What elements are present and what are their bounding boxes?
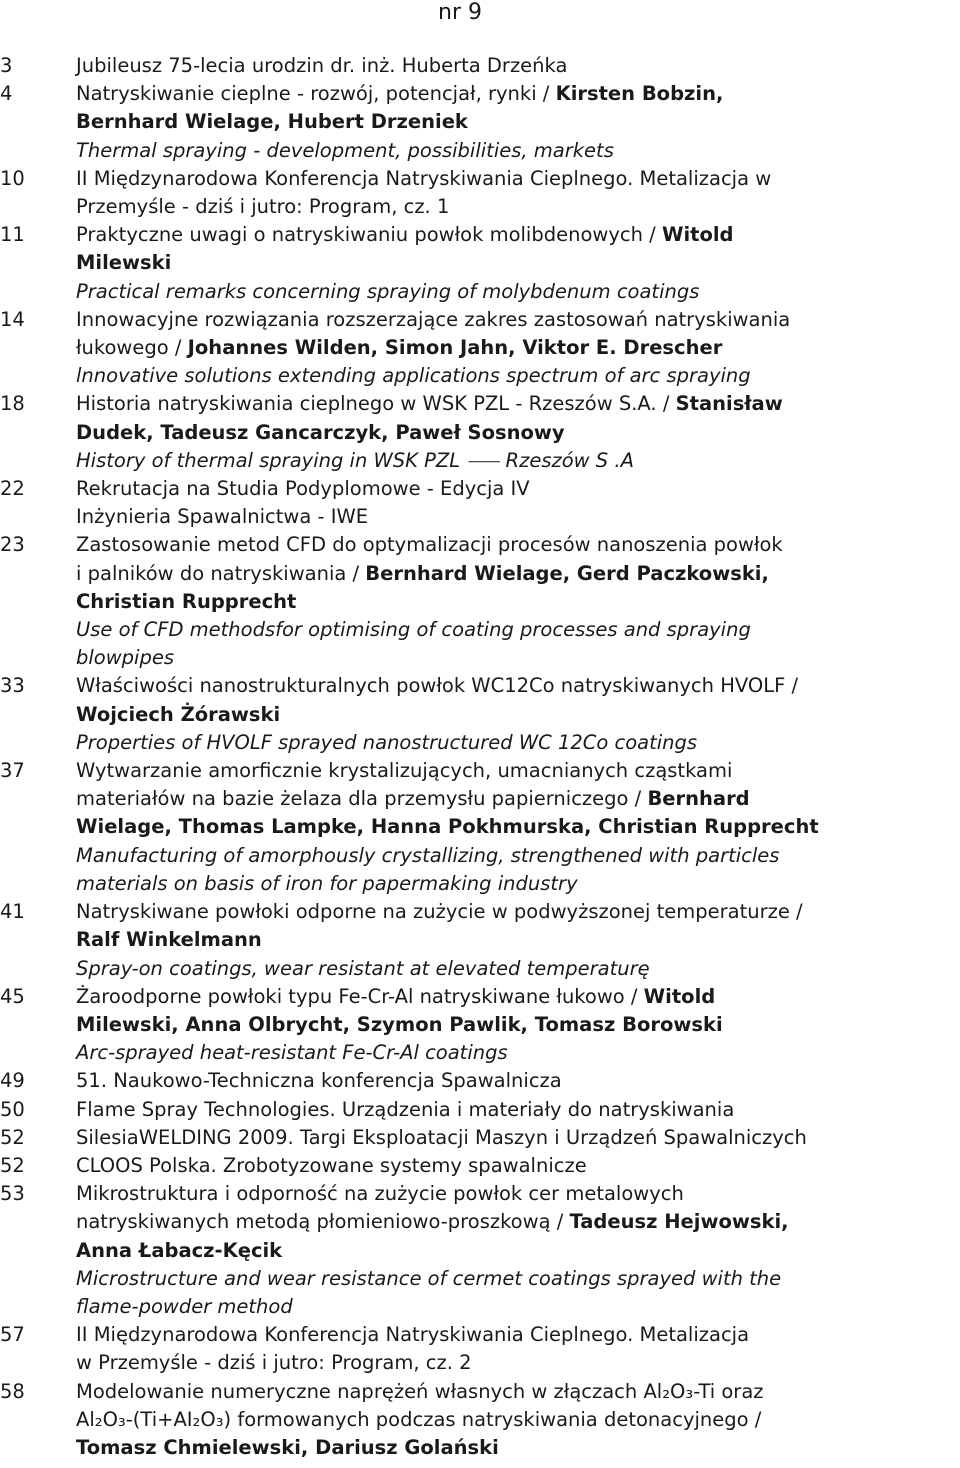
entry-text <box>76 390 960 475</box>
polish-title-line <box>76 503 960 531</box>
polish-title-line <box>76 898 960 926</box>
polish-title-line <box>76 1124 960 1152</box>
authors-text: Kirsten Bobzin, <box>555 82 724 106</box>
english-title-line: Spray-on coatings, wear resistant at elevated temperaturę <box>76 956 650 980</box>
polish-title-line <box>76 52 960 80</box>
title-text: łukowego / <box>76 336 188 360</box>
authors-text: Witold <box>643 984 716 1008</box>
polish-title-line <box>76 1237 960 1265</box>
polish-title-line <box>76 475 960 503</box>
page-number: 11 <box>0 223 25 247</box>
page-number: 49 <box>0 1069 25 1093</box>
authors-text: Wojciech Żórawski <box>76 702 281 726</box>
title-text: Innowacyjne rozwiązania rozszerzające zakres zastosowań natryskiwania <box>76 307 791 331</box>
toc-entry <box>0 1124 960 1152</box>
english-title-line: Properties of HVOLF sprayed nanostructured WC 12Co coatings <box>76 730 698 754</box>
toc-entry <box>0 306 960 391</box>
title-text: SilesiaWELDING 2009. Targi Eksploatacji Maszyn i Urządzeń Spawalniczych <box>76 1125 807 1149</box>
title-text: Żaroodporne powłoki typu Fe-Cr-Al natryskiwane łukowo / <box>76 984 644 1008</box>
authors-text: Christian Rupprecht <box>76 589 297 613</box>
polish-title-line <box>76 983 960 1011</box>
english-title-line: Microstructure and wear resistance of cermet coatings sprayed with the <box>76 1266 782 1290</box>
toc-entry <box>0 221 960 306</box>
english-title-line: Thermal spraying - development, possibilities, markets <box>76 138 614 162</box>
title-text: Historia natryskiwania cieplnego w WSK PZL - Rzeszów S.A. / <box>76 392 676 416</box>
page-number: 14 <box>0 307 25 331</box>
authors-text: Bernhard Wielage, Hubert Drzeniek <box>76 110 468 134</box>
toc-entry <box>0 52 960 80</box>
authors-text: Tomasz Chmielewski, Dariusz Golański <box>76 1435 499 1459</box>
toc-entry <box>0 757 960 898</box>
page-number: 22 <box>0 477 25 501</box>
title-text: Praktyczne uwagi o natryskiwaniu powłok molibdenowych / <box>76 223 662 247</box>
entry-text <box>76 983 960 1068</box>
issue-number: nr 9 <box>438 0 482 25</box>
polish-title-line <box>76 1349 960 1377</box>
page-number: 41 <box>0 900 25 924</box>
english-title-line: materials on basis of iron for papermaking industry <box>76 871 578 895</box>
polish-title-line <box>76 1011 960 1039</box>
title-text: Modelowanie numeryczne naprężeń własnych w złączach Al₂O₃-Ti oraz <box>76 1379 764 1403</box>
page-number: 53 <box>0 1182 25 1206</box>
title-text: Inżynieria Spawalnictwa - IWE <box>76 505 369 529</box>
entry-text <box>76 1124 960 1152</box>
toc-entry <box>0 672 960 757</box>
page-number: 52 <box>0 1125 25 1149</box>
entry-text <box>76 1152 960 1180</box>
toc-entry <box>0 390 960 475</box>
polish-title-line <box>76 1434 960 1462</box>
toc-entry <box>0 1067 960 1095</box>
title-text: w Przemyśle - dziś i jutro: Program, cz. 2 <box>76 1351 472 1375</box>
title-text: Natryskiwanie cieplne - rozwój, potencjał, rynki / <box>76 82 556 106</box>
toc-entry <box>0 531 960 672</box>
english-title-line: blowpipes <box>76 646 175 670</box>
authors-text: Anna Łabacz-Kęcik <box>76 1238 283 1262</box>
entry-text <box>76 165 960 221</box>
title-text: Właściwości nanostrukturalnych powłok WC12Co natryskiwanych HVOLF / <box>76 674 799 698</box>
title-text: materiałów na bazie żelaza dla przemysłu papierniczego / <box>76 787 648 811</box>
entry-text <box>76 1180 960 1321</box>
polish-title-line <box>76 757 960 785</box>
entry-text <box>76 757 960 898</box>
page-number: 18 <box>0 392 25 416</box>
polish-title-line <box>76 193 960 221</box>
title-text: Jubileusz 75-lecia urodzin dr. inż. Huberta Drzeńka <box>76 54 568 77</box>
entry-text <box>76 475 960 531</box>
polish-title-line <box>76 1208 960 1236</box>
authors-text: Milewski, Anna Olbrycht, Szymon Pawlik, Tomasz Borowski <box>76 1012 723 1036</box>
polish-title-line <box>76 334 960 362</box>
english-title-line: Manufacturing of amorphously crystallizing, strengthened with particles <box>76 843 780 867</box>
title-text: Wytwarzanie amorficznie krystalizujących, umacnianych cząstkami <box>76 759 733 783</box>
entry-text <box>76 672 960 757</box>
polish-title-line <box>76 588 960 616</box>
polish-title-line <box>76 672 960 700</box>
polish-title-line <box>76 165 960 193</box>
page-number: 45 <box>0 984 25 1008</box>
toc-entry <box>0 1180 960 1321</box>
polish-title-line <box>76 80 960 108</box>
toc-entry <box>0 475 960 531</box>
polish-title-line <box>76 1152 960 1180</box>
entry-text <box>76 1378 960 1463</box>
authors-text: Wielage, Thomas Lampke, Hanna Pokhmurska, Christian Rupprecht <box>76 815 819 839</box>
authors-text: Ralf Winkelmann <box>76 928 262 952</box>
authors-text: Johannes Wilden, Simon Jahn, Viktor E. Drescher <box>187 336 723 360</box>
authors-text: Bernhard <box>647 787 750 811</box>
toc-entry <box>0 898 960 983</box>
page-number: 10 <box>0 166 25 190</box>
title-text: natryskiwanych metodą płomieniowo-proszkową / <box>76 1210 570 1234</box>
page-number: 58 <box>0 1379 25 1403</box>
entry-text <box>76 52 960 80</box>
title-text: Przemyśle - dziś i jutro: Program, cz. 1 <box>76 195 450 219</box>
toc-entry <box>0 1321 960 1377</box>
authors-text: Tadeusz Hejwowski, <box>569 1210 789 1234</box>
polish-title-line <box>76 1067 960 1095</box>
english-title-line: Arc-sprayed heat-resistant Fe-Cr-Al coatings <box>76 1041 508 1065</box>
polish-title-line <box>76 390 960 418</box>
title-text: II Międzynarodowa Konferencja Natryskiwania Cieplnego. Metalizacja <box>76 1323 750 1347</box>
page-number: 23 <box>0 533 25 557</box>
page-number: 33 <box>0 674 25 698</box>
title-text: Natryskiwane powłoki odporne na zużycie w podwyższonej temperaturze / <box>76 900 803 924</box>
polish-title-line <box>76 1321 960 1349</box>
polish-title-line <box>76 306 960 334</box>
polish-title-line <box>76 785 960 813</box>
authors-text: Dudek, Tadeusz Gancarczyk, Paweł Sosnowy <box>76 420 565 444</box>
page-number: 57 <box>0 1323 25 1347</box>
polish-title-line <box>76 1406 960 1434</box>
polish-title-line <box>76 1378 960 1406</box>
title-text: Rekrutacja na Studia Podyplomowe - Edycja IV <box>76 477 530 501</box>
english-title-line: flame-powder method <box>76 1294 293 1318</box>
page-number: 3 <box>0 54 13 77</box>
polish-title-line <box>76 926 960 954</box>
entry-text <box>76 1321 960 1377</box>
authors-text: Stanisław <box>675 392 783 416</box>
english-title-line: History of thermal spraying in WSK PZL ⸺ Rzeszów S .A <box>76 448 634 472</box>
entry-text <box>76 898 960 983</box>
toc-entry <box>0 165 960 221</box>
polish-title-line <box>76 108 960 136</box>
page-number: 4 <box>0 82 13 106</box>
polish-title-line <box>76 560 960 588</box>
title-text: Al₂O₃-(Ti+AI₂O₃) formowanych podczas natryskiwania detonacyjnego / <box>76 1407 762 1431</box>
entry-text <box>76 306 960 391</box>
title-text: CLOOS Polska. Zrobotyzowane systemy spawalnicze <box>76 1153 587 1177</box>
entry-text <box>76 221 960 306</box>
title-text: Zastosowanie metod CFD do optymalizacji procesów nanoszenia powłok <box>76 533 783 557</box>
title-text: i palników do natryskiwania / <box>76 561 366 585</box>
title-text: II Międzynarodowa Konferencja Natryskiwania Cieplnego. Metalizacja w <box>76 166 772 190</box>
polish-title-line <box>76 1096 960 1124</box>
table-of-contents <box>0 52 960 1462</box>
entry-text <box>76 531 960 672</box>
toc-entry <box>0 1096 960 1124</box>
title-text: Mikrostruktura i odporność na zużycie powłok cer metalowych <box>76 1182 684 1206</box>
toc-entry <box>0 1152 960 1180</box>
toc-entry <box>0 1378 960 1463</box>
page-number: 52 <box>0 1153 25 1177</box>
toc-entry <box>0 983 960 1068</box>
entry-text <box>76 80 960 165</box>
entry-text <box>76 1096 960 1124</box>
polish-title-line <box>76 813 960 841</box>
page-number: 50 <box>0 1097 25 1121</box>
toc-entry <box>0 80 960 165</box>
english-title-line: lnnovative solutions extending applications spectrum of arc spraying <box>76 364 751 388</box>
authors-text: Witold <box>661 223 734 247</box>
polish-title-line <box>76 531 960 559</box>
polish-title-line <box>76 419 960 447</box>
polish-title-line <box>76 249 960 277</box>
polish-title-line <box>76 1180 960 1208</box>
polish-title-line <box>76 221 960 249</box>
english-title-line: Use of CFD methodsfor optimising of coating processes and spraying <box>76 618 751 642</box>
authors-text: Milewski <box>76 251 172 275</box>
authors-text: Bernhard Wielage, Gerd Paczkowski, <box>365 561 769 585</box>
english-title-line: Practical remarks concerning spraying of molybdenum coatings <box>76 279 700 303</box>
page-number: 37 <box>0 759 25 783</box>
title-text: Flame Spray Technologies. Urządzenia i materiały do natryskiwania <box>76 1097 735 1121</box>
polish-title-line <box>76 701 960 729</box>
title-text: 51. Naukowo-Techniczna konferencja Spawalnicza <box>76 1069 562 1093</box>
entry-text <box>76 1067 960 1095</box>
